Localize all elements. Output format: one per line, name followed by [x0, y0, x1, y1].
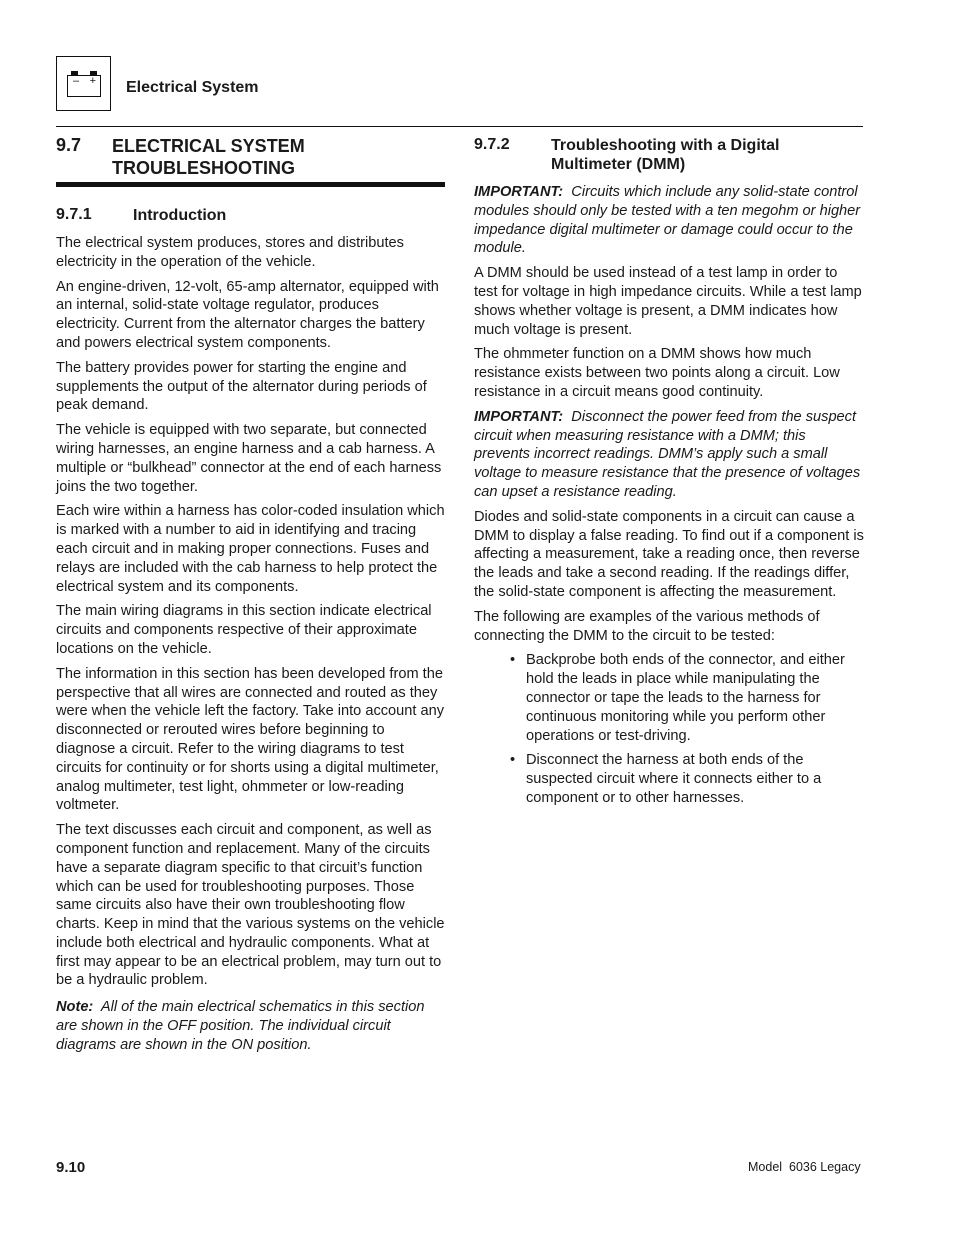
intro-paragraph: The vehicle is equipped with two separate, but connected wiring harnesses, an engine harness and a cab harness. A multiple or “bulkhead” connector at the end of each harness joins the two together. [56, 422, 442, 495]
important-text: Disconnect the power feed from the suspect circuit when measuring resistance with a DMM; this prevents incorrect readings. DMM’s apply such a small voltage to measure resistance that the presence of voltages can upset a resistance reading. [474, 408, 861, 500]
important-notice [474, 183, 864, 258]
section-title [112, 135, 305, 179]
model-label: Model 6036 Legacy [748, 1160, 861, 1174]
important-label: IMPORTANT: [474, 408, 564, 425]
header-icon-box [56, 56, 111, 111]
method-list [474, 651, 864, 807]
left-column [56, 234, 446, 1061]
intro-paragraph: The text discusses each circuit and component, as well as component function and replacement. Many of the circuits have a separate diagram specific to that circuit’s function which can be used for troubleshooting purposes. Those same circuits also have their own troubleshooting flow charts. Keep in mind that the various systems on the vehicle include both electrical and hydraulic components. What at first may appear to be an electrical problem, may turn out to be a hydraulic problem. [56, 822, 445, 989]
dmm-number: 9.7.2 [474, 136, 510, 153]
list-item-text: Disconnect the harness at both ends of the suspected circuit where it connects either to a component or to other harnesses. [526, 752, 822, 806]
intro-paragraph: The information in this section has been developed from the perspective that all wires are connected and routed as they were when the vehicle left the factory. Take into account any disconnected or rerouted wires before beginning to diagnose a circuit. Refer to the wiring diagrams to test circuits for continuity or for shorts using a digital multimeter, analog multimeter, test light, ohmmeter or low-reading voltmeter. [56, 665, 445, 814]
dmm-paragraph: Diodes and solid-state components in a circuit can cause a DMM to display a false reading. To find out if a component is affecting a measurement, take a reading once, then reverse the leads and take a second reading. If the readings differ, the solid-state component is affecting the measurement. [474, 508, 864, 600]
right-column [474, 183, 864, 814]
section-title-line2: TROUBLESHOOTING [112, 158, 295, 178]
note-label: Note: [56, 999, 94, 1016]
battery-plus-symbol: + [89, 75, 96, 87]
header-divider [56, 126, 863, 127]
bullet-marker: • [510, 652, 516, 669]
intro-paragraph: The battery provides power for starting the engine and supplements the output of the alternator during periods of peak demand. [56, 359, 427, 414]
list-item [510, 651, 864, 745]
bullet-marker: • [510, 752, 516, 769]
intro-note [56, 998, 446, 1054]
note-text: All of the main electrical schematics in this section are shown in the OFF position. The individual circuit diagrams are shown in the ON position. [56, 999, 425, 1053]
dmm-title [551, 136, 779, 174]
intro-paragraph: The main wiring diagrams in this section indicate electrical circuits and components respective of their approximate locations on the vehicle. [56, 603, 432, 657]
battery-icon [67, 75, 101, 97]
intro-paragraph: The electrical system produces, stores and distributes electricity in the operation of the vehicle. [56, 235, 404, 270]
list-item-text: Backprobe both ends of the connector, and either hold the leads in place while manipulating the connector or tape the leads to the harness for continuous monitoring while you perform other operations or test-driving. [526, 652, 845, 744]
important-label: IMPORTANT: [474, 184, 564, 200]
important-notice [474, 408, 864, 502]
dmm-paragraph: A DMM should be used instead of a test lamp in order to test for voltage in high impedance circuits. While a test lamp shows whether voltage is present, a DMM indicates how much voltage is present. [474, 265, 862, 338]
intro-paragraph: An engine-driven, 12-volt, 65-amp alternator, equipped with an internal, solid-state voltage regulator, produces electricity. Current from the alternator charges the battery and powers electrical system components. [56, 278, 439, 351]
dmm-title-line2: Multimeter (DMM) [551, 156, 686, 173]
important-text: Circuits which include any solid-state control modules should only be tested with a ten megohm or higher impedance digital multimeter or damage could occur to the module. [474, 184, 861, 257]
section-rule [56, 182, 445, 187]
page-number: 9.10 [56, 1159, 86, 1176]
dmm-title-line1: Troubleshooting with a Digital [551, 137, 780, 154]
intro-number: 9.7.1 [56, 206, 92, 223]
dmm-paragraph: The following are examples of the various methods of connecting the DMM to the circuit to be tested: [474, 608, 820, 644]
battery-minus-symbol: – [73, 75, 80, 87]
section-title-line1: ELECTRICAL SYSTEM [112, 136, 305, 156]
intro-title: Introduction [133, 207, 227, 224]
dmm-paragraph: The ohmmeter function on a DMM shows how much resistance exists between two points along a circuit. Low resistance in a circuit means good continuity. [474, 346, 840, 400]
header-section-name: Electrical System [126, 79, 259, 96]
list-item [510, 751, 864, 807]
intro-paragraph: Each wire within a harness has color-coded insulation which is marked with a number to aid in identifying and tracing each circuit and in making proper connections. Fuses and relays are included with the cab harness to help protect the electrical system and its components. [56, 503, 445, 595]
section-number: 9.7 [56, 135, 82, 155]
